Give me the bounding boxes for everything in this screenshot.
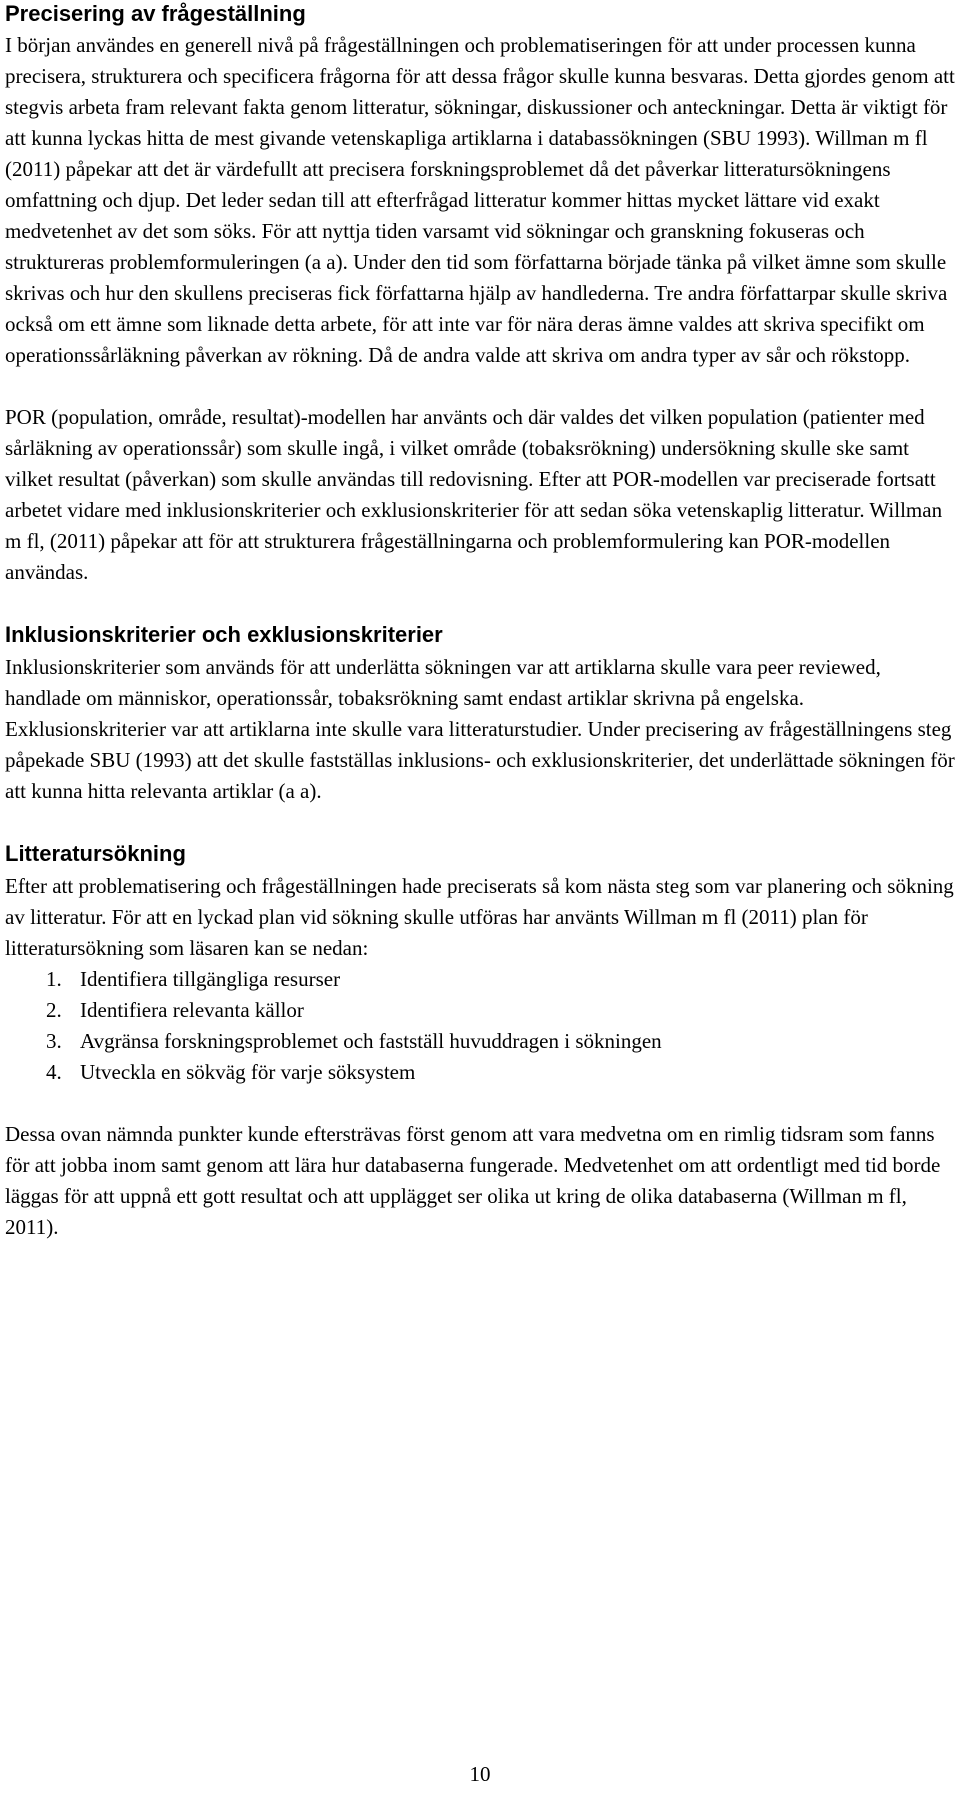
document-page xyxy=(5,0,955,1243)
list-item-text: Avgränsa forskningsproblemet och fastställ huvuddragen i sökningen xyxy=(80,1029,662,1053)
list-item-number: 2. xyxy=(46,998,62,1022)
paragraph-por-model: POR (population, område, resultat)-modellen har använts och där valdes det vilken population (patienter med sårläkning av operationssår) som skulle ingå, i vilket område (tobaksrökning) undersökning skulle ske samt vilket resultat (påverkan) som skulle användas till redovisning. Efter att POR-modellen var preciserade fortsatt arbetet vidare med inklusionskriterier och exklusionskriterier för att sedan söka vetenskaplig litteratur. Willman m fl, (2011) påpekar att för att strukturera frågeställningarna och problemformulering kan POR-modellen användas. xyxy=(5,405,943,584)
paragraph-litteratursokning: Efter att problematisering och frågeställningen hade preciserats så kom nästa steg som var planering och sökning av litteratur. För att en lyckad plan vid sökning skulle utföras har använts Willman m fl (2011) plan för litteratursökning som läsaren kan se nedan: xyxy=(5,874,954,960)
paragraph-search-plan-summary: Dessa ovan nämnda punkter kunde eftersträvas först genom att vara medvetna om en rimlig tidsram som fanns för att jobba inom samt genom att lära hur databaserna fungerade. Medvetenhet om att ordentligt med tid borde läggas för att uppnå ett gott resultat och att upplägget ser olika ut kring de olika databaserna (Willman m fl, 2011). xyxy=(5,1122,941,1239)
section-heading-litteratursokning: Litteratursökning xyxy=(5,841,186,866)
list-item-number: 1. xyxy=(46,967,62,991)
list-item-number: 4. xyxy=(46,1060,62,1084)
section-heading-inklusion: Inklusionskriterier och exklusionskriterier xyxy=(5,622,443,647)
paragraph-precisering: I början användes en generell nivå på frågeställningen och problematiseringen för att under processen kunna precisera, strukturera och specificera frågorna för att dessa frågor skulle kunna besvaras. Detta gjordes genom att stegvis arbeta fram relevant fakta genom litteratur, sökningar, diskussioner och anteckningar. Detta är viktigt för att kunna lyckas hitta de mest givande vetenskapliga artiklarna i databassökningen (SBU 1993). Willman m fl (2011) påpekar att det är värdefullt att precisera forskningsproblemet då det påverkar litteratursökningens omfattning och djup. Det leder sedan till att efterfrågad litteratur kommer hittas mycket lättare vid exakt medvetenhet av det som söks. För att nyttja tiden varsamt vid sökningar och granskning fokuseras och struktureras problemformuleringen (a a). Under den tid som författarna började tänka på vilket ämne som skulle skrivas och hur den skullens preciseras fick författarna hjälp av handlederna. Tre andra författarpar skulle skriva också om ett ämne som liknade detta arbete, för att inte var för nära deras ämne valdes att skriva specifikt om operationssårläkning påverkan av rökning. Då de andra valde att skriva om andra typer av sår och rökstopp. xyxy=(5,33,955,367)
paragraph-inklusion: Inklusionskriterier som används för att underlätta sökningen var att artiklarna skulle vara peer reviewed, handlade om människor, operationssår, tobaksrökning samt endast artiklar skrivna på engelska. Exklusionskriterier var att artiklarna inte skulle vara litteraturstudier. Under precisering av frågeställningens steg påpekade SBU (1993) att det skulle fastställas inklusions- och exklusionskriterier, det underlättade sökningen för att kunna hitta relevanta artiklar (a a). xyxy=(5,655,955,803)
list-item xyxy=(5,995,955,1026)
list-item xyxy=(5,1057,955,1088)
list-item-text: Identifiera relevanta källor xyxy=(80,998,304,1022)
list-item-number: 3. xyxy=(46,1029,62,1053)
list-item-text: Utveckla en sökväg för varje söksystem xyxy=(80,1060,416,1084)
list-item xyxy=(5,1026,955,1057)
list-item xyxy=(5,964,955,995)
search-plan-list xyxy=(5,964,955,1088)
list-item-text: Identifiera tillgängliga resurser xyxy=(80,967,341,991)
section-heading-precisering: Precisering av frågeställning xyxy=(5,1,306,26)
page-number: 10 xyxy=(469,1762,491,1786)
